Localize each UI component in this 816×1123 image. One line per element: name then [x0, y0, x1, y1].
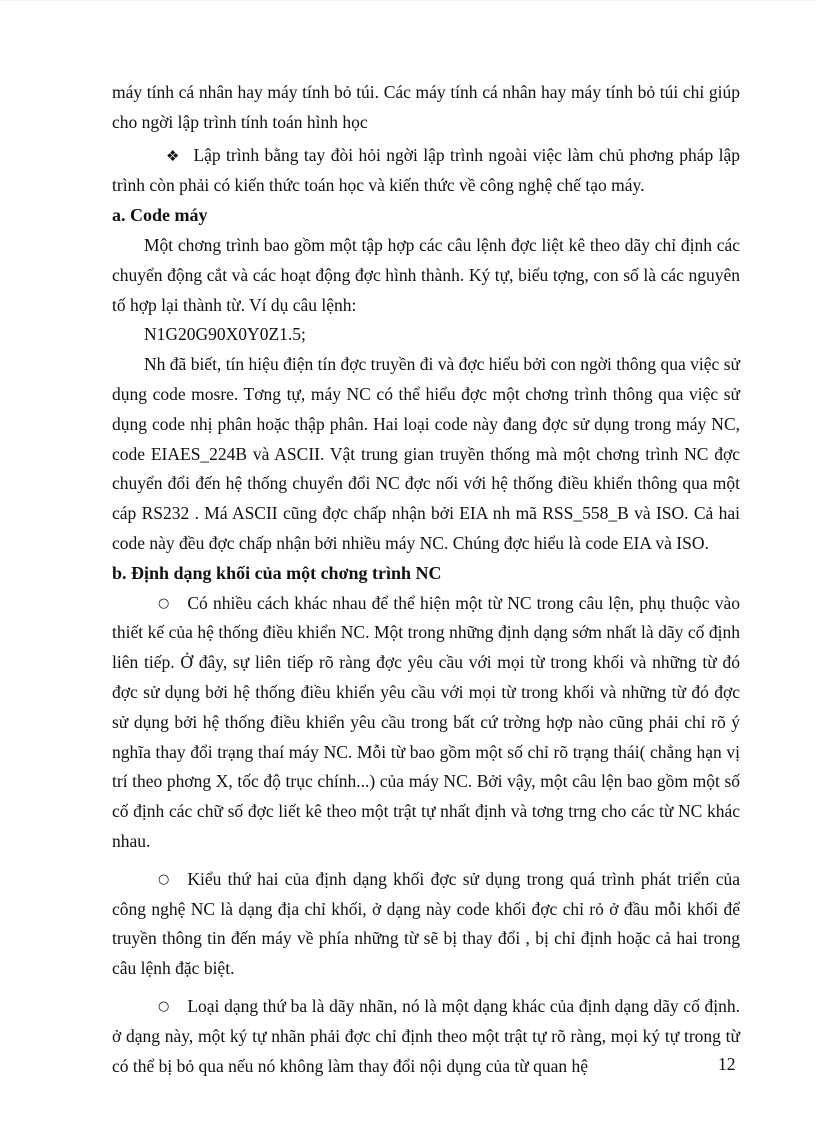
paragraph-codes: Nh đã biết, tín hiệu điện tín đợc truyền đi và đợc hiểu bởi con ngời thông qua việc sử dụng code mosre. Tơng tự, máy NC có thể hiểu đợc một chơng trình thông qua việc sử dụng code nhị phân hoặc thập phân. Hai loại code này đang đợc sử dụng trong máy NC, code EIAES_224B và ASCII. Vật trung gian truyền thống mà một chơng trình NC đợc chuyển đổi đến hệ thống chuyển đổi NC đợc nối với hệ thống điều khiển thông qua một cáp RS232 . Má ASCII cũng đợc chấp nhận bởi EIA nh mã RSS_558_B và ISO. Cả hai code này đều đợc chấp nhận bởi nhiều máy NC. Chúng đợc hiểu là code EIA và ISO. — [112, 354, 740, 553]
circle-paragraph-1-text: Có nhiều cách khác nhau để thể hiện một từ NC trong câu lện, phụ thuộc vào thiết kế của hệ thống điều khiển NC. Một trong những định dạng sớm nhất là dãy cố định liên tiếp. Ở đây, sự liên tiếp rõ ràng đợc yêu cầu với mọi từ trong khối và những từ đó đợc sử dụng bởi hệ thống điều khiển yêu cầu với mọi từ trong khối và những từ đó đợc sử dụng bởi hệ thống điều khiển yêu cầu trong bất cứ trờng hợp nào cũng phải chỉ rõ ý nghĩa thay đổi trạng thaí máy NC. Mỗi từ bao gồm một số chỉ rõ trạng thái( chẳng hạn vị trí theo phơng X, tốc độ trục chính...) của máy NC. Bởi vậy, một câu lện bao gồm một số cố định các chữ số đợc liết kê theo một trật tự nhất định và tơng trng cho các từ NC khác nhau. — [112, 592, 740, 851]
circle-paragraph-2-text: Kiểu thứ hai của định dạng khối đợc sử dụng trong quá trình phát triển của công nghệ NC là dạng địa chỉ khối, ở dạng này code khối đợc chỉ rỏ ở đầu mỗi khối để truyền thông tin đến máy về phía những từ sẽ bị thay đổi , bị chỉ định hoặc cả hai trong câu lệnh đặc biệt. — [112, 868, 740, 979]
example-command: N1G20G90X0Y0Z1.5; — [144, 324, 306, 345]
circle-bullet-icon: ○ — [158, 595, 170, 611]
page-number: 12 — [718, 1054, 736, 1074]
bullet-paragraph-text: Lập trình bằng tay đòi hỏi ngời lập trình ngoài việc làm chủ phơng pháp lập trình còn phải có kiến thức toán học và kiến thức về công nghệ chế tạo máy. — [112, 144, 740, 196]
paragraph-intro: máy tính cá nhân hay máy tính bỏ túi. Các máy tính cá nhân hay máy tính bỏ túi chỉ giúp cho ngời lập trình tính toán hình học — [112, 82, 740, 132]
circle-paragraph-2 — [112, 865, 740, 984]
heading-code-may: a. Code máy — [112, 205, 208, 226]
circle-paragraph-1 — [112, 589, 740, 857]
circle-bullet-icon: ○ — [158, 998, 170, 1014]
paragraph-program-definition: Một chơng trình bao gồm một tập hợp các câu lệnh đợc liệt kê theo dãy chỉ định các chuyển động cắt và các hoạt động đợc hình thành. Ký tự, biểu tợng, con số là các nguyên tố hợp lại thành từ. Ví dụ câu lệnh: — [112, 234, 740, 315]
bullet-paragraph — [112, 141, 740, 202]
heading-block-format: b. Định dạng khối của một chơng trình NC — [112, 562, 442, 583]
document-body — [112, 78, 740, 1081]
circle-paragraph-3-text: Loại dạng thứ ba là dãy nhãn, nó là một dạng khác của định dạng dãy cố định. ở dạng này, một ký tự nhãn phải đợc chỉ định theo một trật tự rõ ràng, mọi ký tự trong từ có thể bị bỏ qua nếu nó không làm thay đổi nội dụng của từ quan hệ — [112, 995, 740, 1076]
circle-bullet-icon: ○ — [158, 871, 170, 887]
top-edge-line — [0, 0, 816, 1]
circle-paragraph-3 — [112, 992, 740, 1081]
diamond-bullet-icon: ❖ — [166, 146, 180, 165]
